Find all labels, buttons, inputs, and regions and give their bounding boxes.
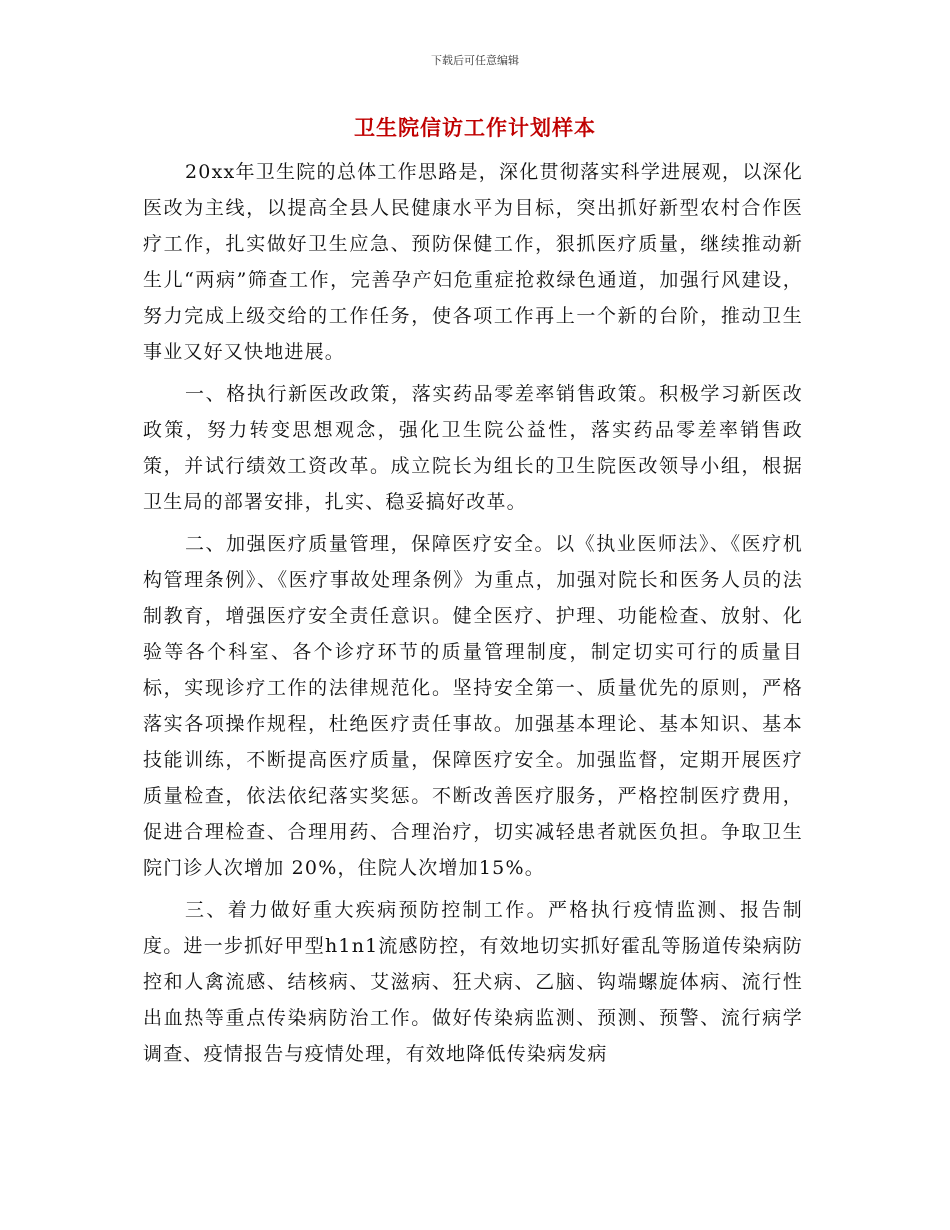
- paragraph-section-1: 一、格执行新医改政策，落实药品零差率销售政策。积极学习新医改政策，努力转变思想观念，强化卫生院公益性，落实药品零差率销售政策，并试行绩效工资改革。成立院长为组长的卫生院医改领导小组，根据卫生局的部署安排，扎实、稳妥搞好改革。: [143, 383, 803, 513]
- paragraph-section-2: 二、加强医疗质量管理，保障医疗安全。以《执业医师法》、《医疗机构管理条例》、《医疗事故处理条例》为重点，加强对院长和医务人员的法制教育，增强医疗安全责任意识。健全医疗、护理、功能检查、放射、化验等各个科室、各个诊疗环节的质量管理制度，制定切实可行的质量目标，实现诊疗工作的法律规范化。坚持安全第一、质量优先的原则，严格落实各项操作规程，杜绝医疗责任事故。加强基本理论、基本知识、基本技能训练，不断提高医疗质量，保障医疗安全。加强监督，定期开展医疗质量检查，依法依纪落实奖惩。不断改善医疗服务，严格控制医疗费用，促进合理检查、合理用药、合理治疗，切实减轻患者就医负担。争取卫生院门诊人次增加 20%，住院人次增加15%。: [143, 533, 803, 879]
- paragraph-intro: 20xx年卫生院的总体工作思路是，深化贯彻落实科学进展观，以深化医改为主线，以提高全县人民健康水平为目标，突出抓好新型农村合作医疗工作，扎实做好卫生应急、预防保健工作，狠抓医疗质量，继续推动新生儿“两病”筛查工作，完善孕产妇危重症抢救绿色通道，加强行风建设，努力完成上级交给的工作任务，使各项工作再上一个新的台阶，推动卫生事业又好又快地进展。: [143, 161, 803, 363]
- header-note: 下载后可任意编辑: [431, 54, 519, 67]
- document-body: [143, 154, 803, 1078]
- paragraph-section-3: 三、着力做好重大疾病预防控制工作。严格执行疫情监测、报告制度。进一步抓好甲型h1n1流感防控，有效地切实抓好霍乱等肠道传染病防控和人禽流感、结核病、艾滋病、狂犬病、乙脑、钩端螺旋体病、流行性出血热等重点传染病防治工作。做好传染病监测、预测、预警、流行病学调查、疫情报告与疫情处理，有效地降低传染病发病: [143, 899, 803, 1065]
- document-title: 卫生院信访工作计划样本: [354, 116, 596, 140]
